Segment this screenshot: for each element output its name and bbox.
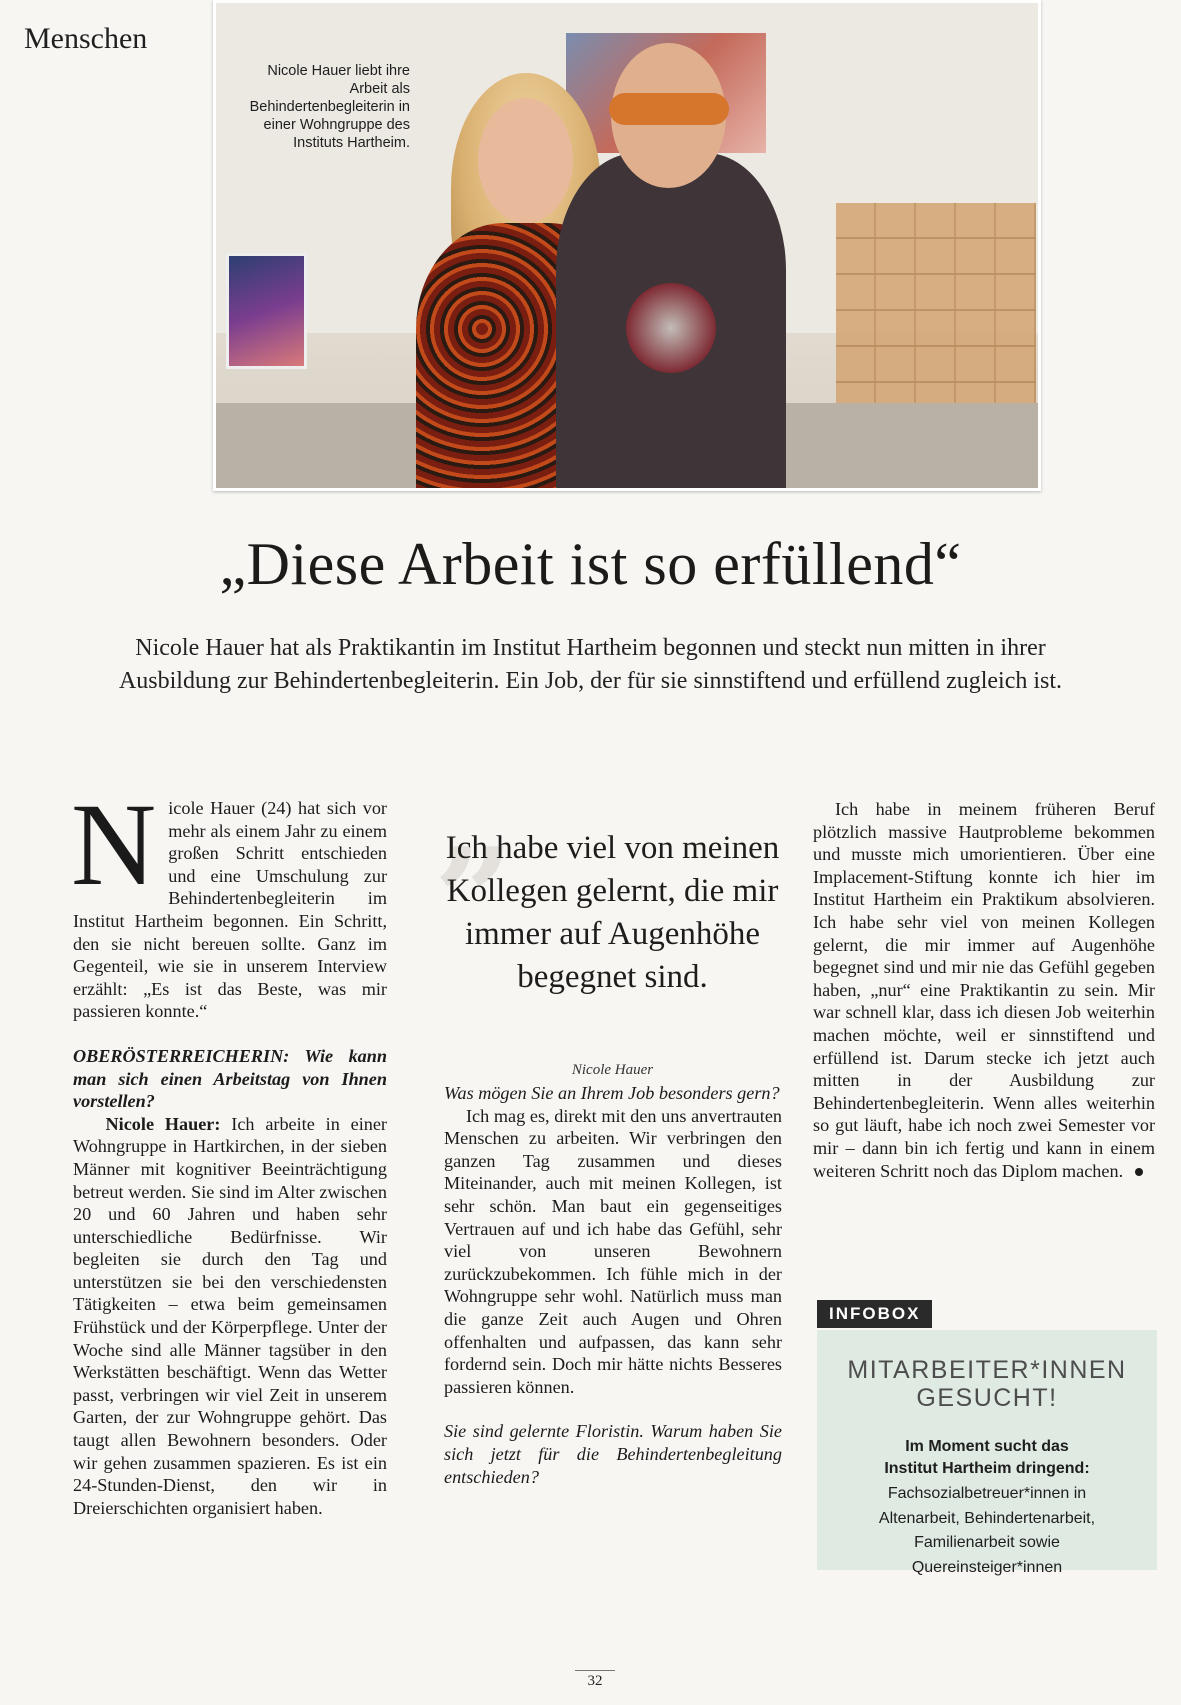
question-2: Was mögen Sie an Ihrem Job besonders gern?	[444, 1083, 780, 1103]
end-mark-icon	[1135, 1168, 1143, 1176]
infobox-title-line: MITARBEITER*INNEN	[847, 1356, 1127, 1384]
infobox-list	[817, 1482, 1157, 1580]
headline: „Diese Arbeit ist so erfüllend“	[219, 531, 962, 597]
answer-3-text: Ich habe in meinem früheren Beruf plötzlich massive Hautprobleme bekommen und musste mich umorientieren. Über eine Implacement-Stiftung konnte ich hier im Institut Hartheim ein Praktikum absolvieren. Ich habe sehr viel von meinen Kollegen gelernt, die mir immer auf Augenhöhe begegnet sind und mir nie das Gefühl gegeben haben, „nur“ eine Praktikantin zu sein. Mir war schnell klar, dass ich diesen Job weiterhin machen möchte, weil er sinnstiftend und erfüllend ist. Darum stecke ich jetzt auch mitten in der Ausbildung zur Behindertenbegleiterin. Wenn alles weiterhin so gut läuft, habe ich noch zwei Semester vor mir – dann bin ich fertig und kann in einem weiteren Schritt noch das Diplom machen.	[813, 799, 1155, 1181]
infobox-item: Familienarbeit sowie	[914, 1534, 1060, 1551]
quote-mark-icon: „	[436, 738, 517, 902]
wall-picture	[226, 253, 307, 369]
question-3: Sie sind gelernte Floristin. Warum haben Sie sich jetzt für die Behindertenbegleitung entschieden?	[444, 1421, 782, 1487]
infobox-lead-line: Im Moment sucht das	[905, 1438, 1069, 1455]
infobox-item: Quereinsteiger*innen	[911, 1558, 1063, 1576]
answer-1-text: Ich arbeite in einer Wohngruppe in Hartkirchen, in der sieben Männer mit kognitiver Beeinträchtigung betreut werden. Sie sind im Alter zwischen 20 und 60 Jahren und haben sehr unterschiedliche Bedürfnisse. Wir begleiten sie durch den Tag und unterstützen sie bei den verschiedensten Tätigkeiten – etwa beim gemeinsamen Frühstück und der Körperpflege. Unter der Woche sind alle Männer tagsüber in den Werkstätten beschäftigt. Wenn das Wetter passt, verbringen wir viel Zeit in unserem Garten, der zur Wohngruppe gehört. Das taugt allen Bewohnern besonders. Oder wir gehen zusammen spazieren. Es ist ein 24-Stunden-Dienst, den wir in Dreierschichten organisiert haben.	[73, 1113, 387, 1518]
infobox-title	[817, 1356, 1157, 1412]
answer-speaker: Nicole Hauer:	[105, 1113, 221, 1134]
infobox-title-line: GESUCHT!	[916, 1384, 1058, 1412]
pull-quote-author: Nicole Hauer	[571, 1062, 654, 1078]
dropcap: N	[71, 779, 157, 910]
question-1: OBERÖSTERREICHERIN: Wie kann man sich einen Arbeitstag von Ihnen vorstellen?	[73, 1045, 387, 1112]
infobox-lead-line: Institut Hartheim dringend:	[884, 1460, 1090, 1477]
intro-paragraph: icole Hauer (24) hat sich vor mehr als einem Jahr zu einem großen Schritt entschieden und eine Umschulung zur Behindertenbegleiterin im Institut Hartheim begonnen. Ein Schritt, den sie nicht bereuen sollte. Ganz im Gegenteil, wie sie in unserem Interview erzählt: „Es ist das Beste, was mir passieren konnte.“	[73, 798, 387, 1022]
infobox-lead	[817, 1436, 1157, 1480]
pull-quote: Ich habe viel von meinen Kollegen gelernt, die mir immer auf Augenhöhe begegnet sind.	[445, 830, 780, 995]
answer-2: Ich mag es, direkt mit den uns anvertrauten Menschen zu arbeiten. Wir verbringen den ganzen Tag zusammen und dieses Miteinander, auch mit meinen Kollegen, ist sehr schön. Man baut ein gegenseitiges Vertrauen auf und ich habe das Gefühl, sehr viel von unseren Bewohnern zurückzubekommen. Ich fühle mich in der Wohngruppe sehr wohl. Natürlich muss man die ganze Zeit auch Augen und Ohren offenhalten und aufpassen, das kann sehr fordernd sein. Doch mir hätte nichts Besseres passieren können.	[444, 1105, 782, 1397]
photo-caption: Nicole Hauer liebt ihre Arbeit als Behindertenbegleiterin in einer Wohngruppe des Instituts Hartheim.	[249, 63, 410, 151]
answer-1	[73, 1113, 387, 1520]
sunglasses	[609, 93, 729, 125]
section-label: Menschen	[24, 22, 148, 55]
column-1	[71, 779, 387, 1519]
page-number: 32	[575, 1670, 615, 1690]
infobox-tag: INFOBOX	[817, 1300, 932, 1328]
column-3	[813, 798, 1155, 1182]
subtitle: Nicole Hauer hat als Praktikantin im Institut Hartheim begonnen und steckt nun mitten in ihrer Ausbildung zur Behindertenbegleiterin. Ein Job, der für sie sinnstiftend und erfüllend zugleich ist.	[118, 635, 1063, 694]
infobox-item: Altenarbeit, Behindertenarbeit,	[878, 1509, 1096, 1527]
answer-3	[813, 798, 1155, 1182]
infobox-item: Fachsozialbetreuer*innen in	[887, 1485, 1087, 1502]
infobox	[817, 1330, 1157, 1576]
column-2	[444, 1082, 782, 1488]
